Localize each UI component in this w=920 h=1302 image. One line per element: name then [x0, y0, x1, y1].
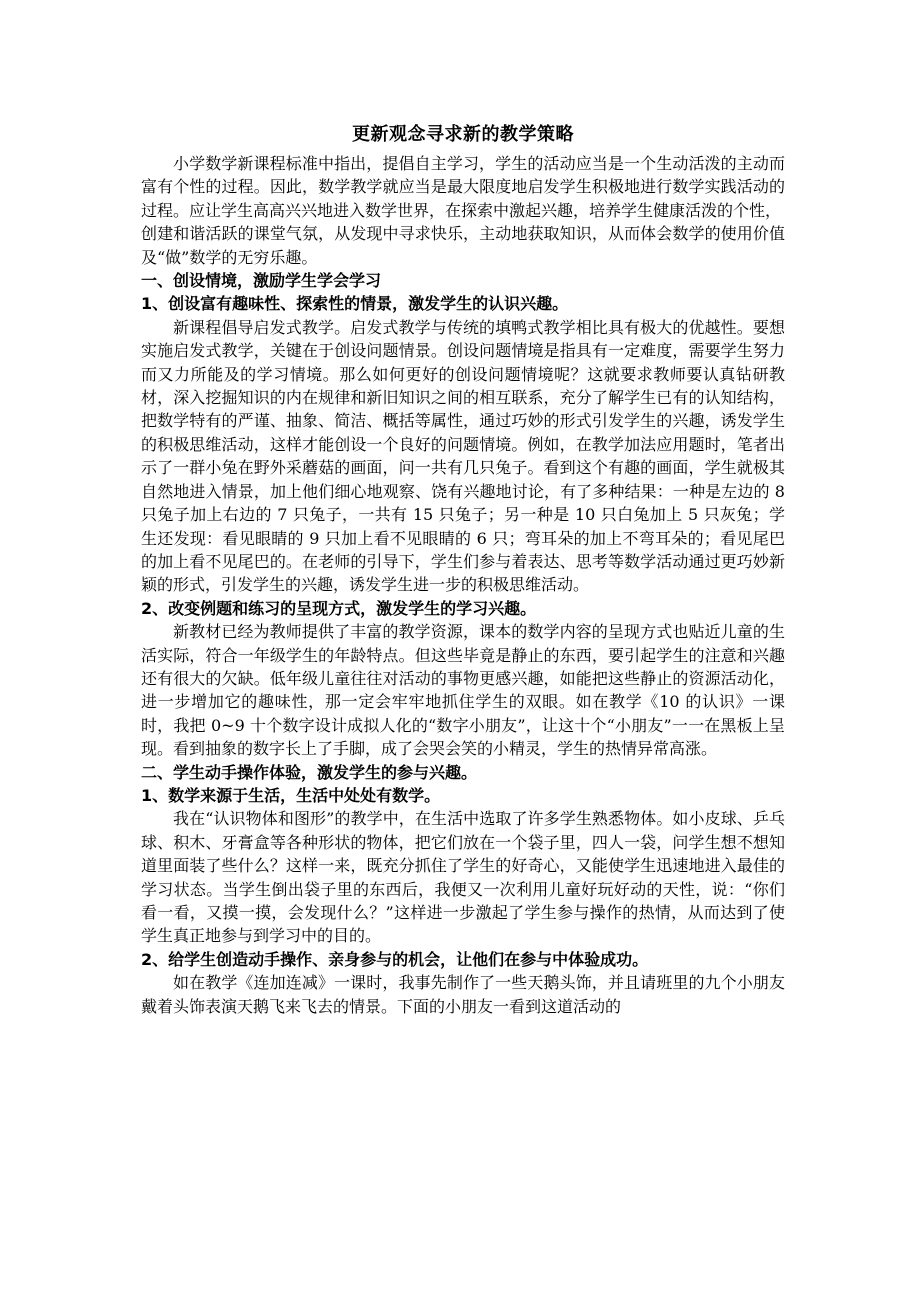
section-1-subheading-2: 2、改变例题和练习的呈现方式，激发学生的学习兴趣。 — [141, 598, 537, 618]
section-2-subheading-2: 2、给学生创造动手操作、亲身参与的机会，让他们在参与中体验成功。 — [141, 949, 649, 969]
section-2-heading: 二、学生动手操作体验，激发学生的参与兴趣。 — [141, 762, 478, 782]
section-1-paragraph-2: 新教材已经为教师提供了丰富的教学资源，课本的数学内容的呈现方式也贴近儿童的生活实际，符合一年级学生的年龄特点。但这些毕竟是静止的东西，要引起学生的注意和兴趣还有很大的欠缺。低年级儿童往往对活动的事物更感兴趣，如能把这些静止的资源活动化，进一步增加它的趣味性，那一定会牢牢地抓住学生的双眼。如在教学《10 的认识》一课时，我把 0~9 十个数字设计成拟人化的“数字小朋友”，让这十个“小朋友”一一在黑板上呈现。看到抽象的数字长上了手脚，成了会哭会笑的小精灵，学生的热情异常高涨。 — [141, 622, 785, 759]
section-2-paragraph-2: 如在教学《连加连减》一课时，我事先制作了一些天鹅头饰，并且请班里的九个小朋友戴着头饰表演天鹅飞来飞去的情景。下面的小朋友一看到这道活动的 — [141, 973, 785, 1016]
intro-paragraph: 小学数学新课程标准中指出，提倡自主学习，学生的活动应当是一个生动活泼的主动而富有个性的过程。因此，数学教学就应当是最大限度地启发学生积极地进行数学实践活动的过程。应让学生高高兴兴地进入数学世界，在探索中激起兴趣，培养学生健康活泼的个性， — [141, 154, 785, 220]
document-page — [141, 120, 785, 1018]
section-2-paragraph-1: 我在“认识物体和图形”的教学中，在生活中选取了许多学生熟悉物体。如小皮球、乒乓球、积木、牙膏盒等各种形状的物体，把它们放在一个袋子里，四人一袋，问学生想不想知道里面装了些什么？这样一来，既充分抓住了学生的好奇心，又能使学生迅速地进入最佳的学习状态。当学生倒出袋子里的东西后，我便又一次利用儿童好玩好动的天性，说：“你们看一看，又摸一摸，会发现什么？”这样进一步激起了学生参与操作的热情，从而达到了使学生真正地参与到学习中的目的。 — [141, 809, 785, 946]
section-1-heading: 一、创设情境，激励学生学会学习 — [141, 271, 382, 291]
section-1-paragraph-1: 新课程倡导启发式教学。启发式教学与传统的填鸭式教学相比具有极大的优越性。要想实施启发式教学，关键在于创设问题情景。创设问题情境是指具有一定难度，需要学生努力而又力所能及的学习情境。那么如何更好的创设问题情境呢？这就要求教师要认真钻研教材，深入挖掘知识的内在规律和新旧知识之间的相互联系，充分了解学生已有的认知结构，把数学特有的严谨、抽象、简洁、概括等属性，通过巧妙的形式引发学生的兴趣，诱发学生的积极思维活动，这样才能创设一个良好的问题情境。例如，在教学加法应用题时，笔者出示了一群小兔在野外采蘑菇的画面，问一共有几只兔子。看到这个有趣的画面，学生就极其自然地进入情景，加上他们细心地观察、饶有兴趣地讨论，有了多种结果：一种是左边的 8 只兔子加上右边的 7 只兔子，一共有 15 只兔子；另一种是 10 只白兔加上 5 只灰兔；学生还发现：看见眼睛的 9 只加上看不见眼睛的 6 只；弯耳朵的加上不弯耳朵的；看见尾巴的加上看不见尾巴的。在老师的引导下，学生们参与着表达、思考等数学活动通过更巧妙新颖的形式，引发学生的兴趣，诱发学生进一步的积极思维活动。 — [141, 317, 785, 595]
section-1-subheading-1: 1、创设富有趣味性、探索性的情景，激发学生的认识兴趣。 — [141, 294, 569, 314]
section-2-subheading-1: 1、数学来源于生活，生活中处处有数学。 — [141, 785, 441, 805]
document-title: 更新观念寻求新的教学策略 — [352, 124, 574, 145]
intro-paragraph-continued: 创建和谐活跃的课堂气氛，从发现中寻求快乐，主动地获取知识，从而体会数学的使用价值及“做”数学的无穷乐趣。 — [141, 224, 785, 267]
